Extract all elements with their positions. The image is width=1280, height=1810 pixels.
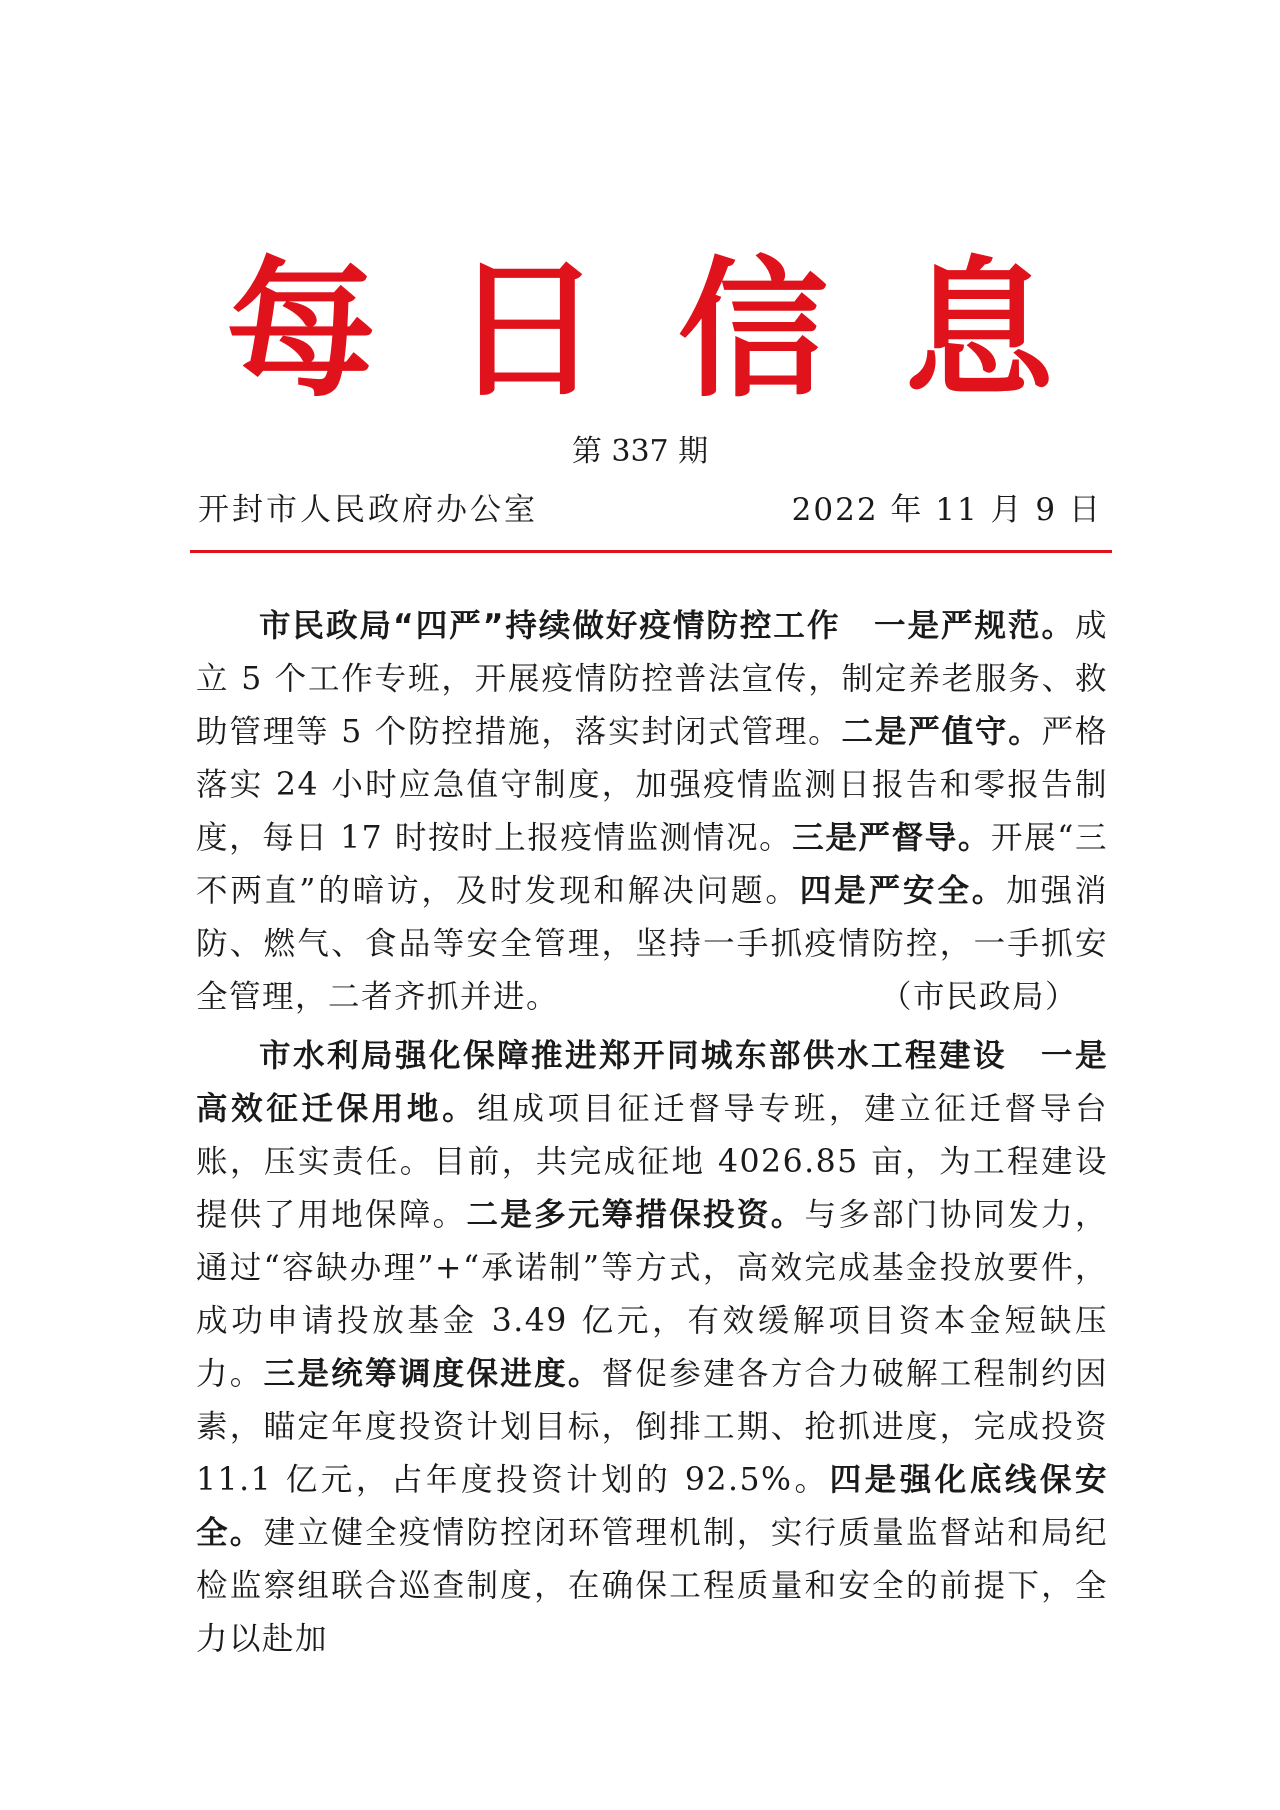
article-headline: 市水利局强化保障推进郑开同城东部供水工程建设: [259, 1038, 1041, 1074]
masthead-char: 每: [225, 242, 376, 418]
point-text: 建立健全疫情防控闭环管理机制，实行质量监督站和局纪检监察组联合巡查制度，在确保工程质量和安全的前提下，全力以赴加: [196, 1515, 1108, 1657]
point-text: 严格落实 24 小时应急值守制度，加强疫情监测日报告和零报告制度，每日 17 时按时上报疫情监测情况。: [196, 714, 1108, 856]
article-water-resources: [196, 1030, 1108, 1666]
point-text: 督促参建各方合力破解工程制约因素，瞄定年度投资计划目标，倒排工期、抢抓进度，完成投资 11.1 亿元，占年度投资计划的 92.5%。: [196, 1356, 1108, 1498]
masthead-char: 信: [678, 242, 829, 418]
point-text: 成立 5 个工作专班，开展疫情防控普法宣传，制定养老服务、救助管理等 5 个防控措施，落实封闭式管理。: [196, 608, 1108, 750]
point-text: 加强消防、燃气、食品等安全管理，坚持一手抓疫情防控，一手抓安全管理，二者齐抓并进。: [196, 873, 1108, 1015]
point-heading: 三是统筹调度保进度。: [263, 1356, 602, 1392]
point-heading: 三是严督导。: [792, 820, 992, 856]
point-heading: 四是强化底线保安全。: [196, 1462, 1108, 1551]
article-headline: 市民政局“四严”持续做好疫情防控工作: [259, 608, 874, 644]
point-text: 与多部门协同发力，通过“容缺办理”+“承诺制”等方式，高效完成基金投放要件，成功申请投放基金 3.49 亿元，有效缓解项目资本金短缺压力。: [196, 1197, 1108, 1392]
point-text: 组成项目征迁督导专班，建立征迁督导台账，压实责任。目前，共完成征地 4026.85 亩，为工程建设提供了用地保障。: [196, 1091, 1108, 1233]
issue-number: 第 337 期: [571, 434, 709, 469]
article-source: （市民政局）: [879, 979, 1078, 1015]
document-body: [196, 600, 1108, 1672]
point-heading: 一是高效征迁保用地。: [196, 1038, 1108, 1127]
article-civil-affairs: [196, 600, 1108, 1024]
masthead-title: [0, 242, 1280, 418]
publish-date: 2022 年 11 月 9 日: [791, 492, 1102, 528]
point-heading: 一是严规范。: [873, 608, 1075, 644]
masthead-char: 息: [904, 242, 1055, 418]
point-heading: 四是严安全。: [799, 873, 1007, 909]
point-heading: 二是多元筹措保投资。: [466, 1197, 805, 1233]
issuing-office: 开封市人民政府办公室: [198, 492, 538, 528]
red-divider: [190, 550, 1112, 553]
point-heading: 二是严值守。: [841, 714, 1042, 750]
point-text: 开展“三不两直”的暗访，及时发现和解决问题。: [196, 820, 1108, 909]
masthead-char: 日: [451, 242, 602, 418]
